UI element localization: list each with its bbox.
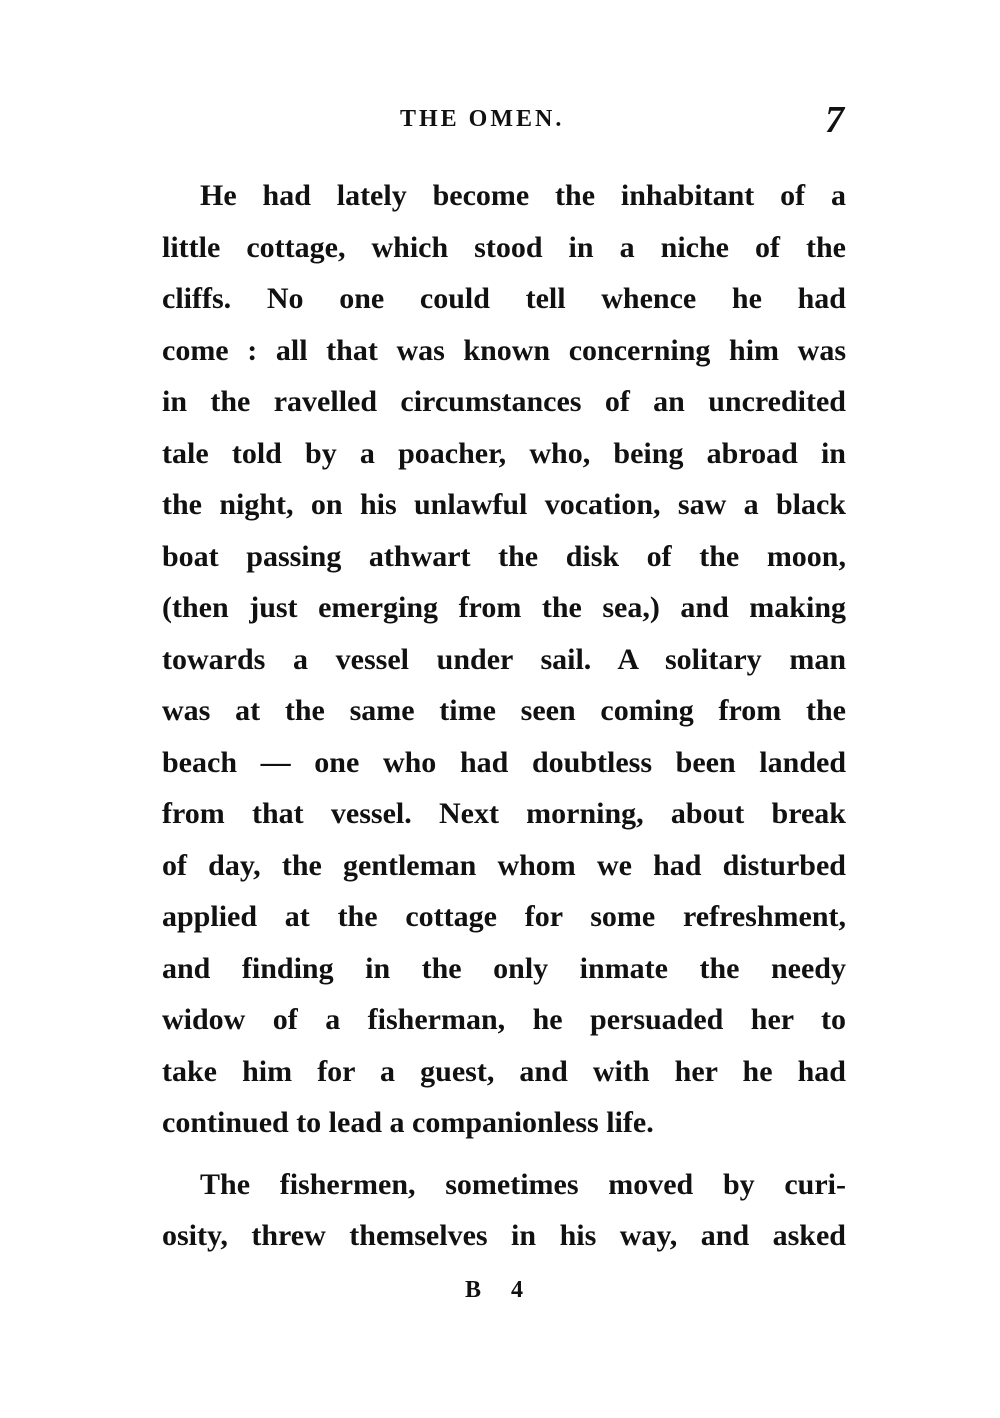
paragraph xyxy=(162,170,846,1149)
body-text xyxy=(162,170,846,1262)
text-line: boat passing athwart the disk of the moon, xyxy=(162,539,846,573)
signature-mark: B 4 xyxy=(464,1277,535,1303)
text-line: widow of a fisherman, he persuaded her to xyxy=(162,1003,846,1036)
text-line: tale told by a poacher, who, being abroad in xyxy=(162,436,846,470)
page-number: 7 xyxy=(825,99,844,141)
text-line: applied at the cottage for some refreshment, xyxy=(162,900,846,933)
text-line: cliffs. No one could tell whence he had xyxy=(162,282,846,315)
text-line: osity, threw themselves in his way, and asked xyxy=(162,1219,846,1252)
text-line: take him for a guest, and with her he had xyxy=(162,1054,846,1088)
text-line: beach — one who had doubtless been landed xyxy=(162,745,846,779)
text-line: continued to lead a companionless life. xyxy=(162,1106,654,1139)
text-line: the night, on his unlawful vocation, saw a black xyxy=(162,488,846,521)
text-line: of day, the gentleman whom we had disturbed xyxy=(162,848,846,882)
text-line: and finding in the only inmate the needy xyxy=(162,951,846,985)
text-line: The fishermen, sometimes moved by curi- xyxy=(200,1167,846,1201)
paragraph-gap xyxy=(162,1149,846,1159)
text-line: towards a vessel under sail. A solitary man xyxy=(162,642,846,676)
text-line: He had lately become the inhabitant of a xyxy=(200,179,846,212)
text-line: in the ravelled circumstances of an uncredited xyxy=(162,385,846,418)
paragraph xyxy=(162,1159,846,1262)
text-line: from that vessel. Next morning, about break xyxy=(162,797,846,830)
running-title: THE OMEN. xyxy=(400,106,565,132)
text-line: come : all that was known concerning him was xyxy=(162,333,846,367)
running-head xyxy=(160,99,850,142)
text-line: little cottage, which stood in a niche of the xyxy=(162,230,846,264)
text-line: was at the same time seen coming from the xyxy=(162,694,846,727)
text-line: (then just emerging from the sea,) and making xyxy=(162,591,846,624)
